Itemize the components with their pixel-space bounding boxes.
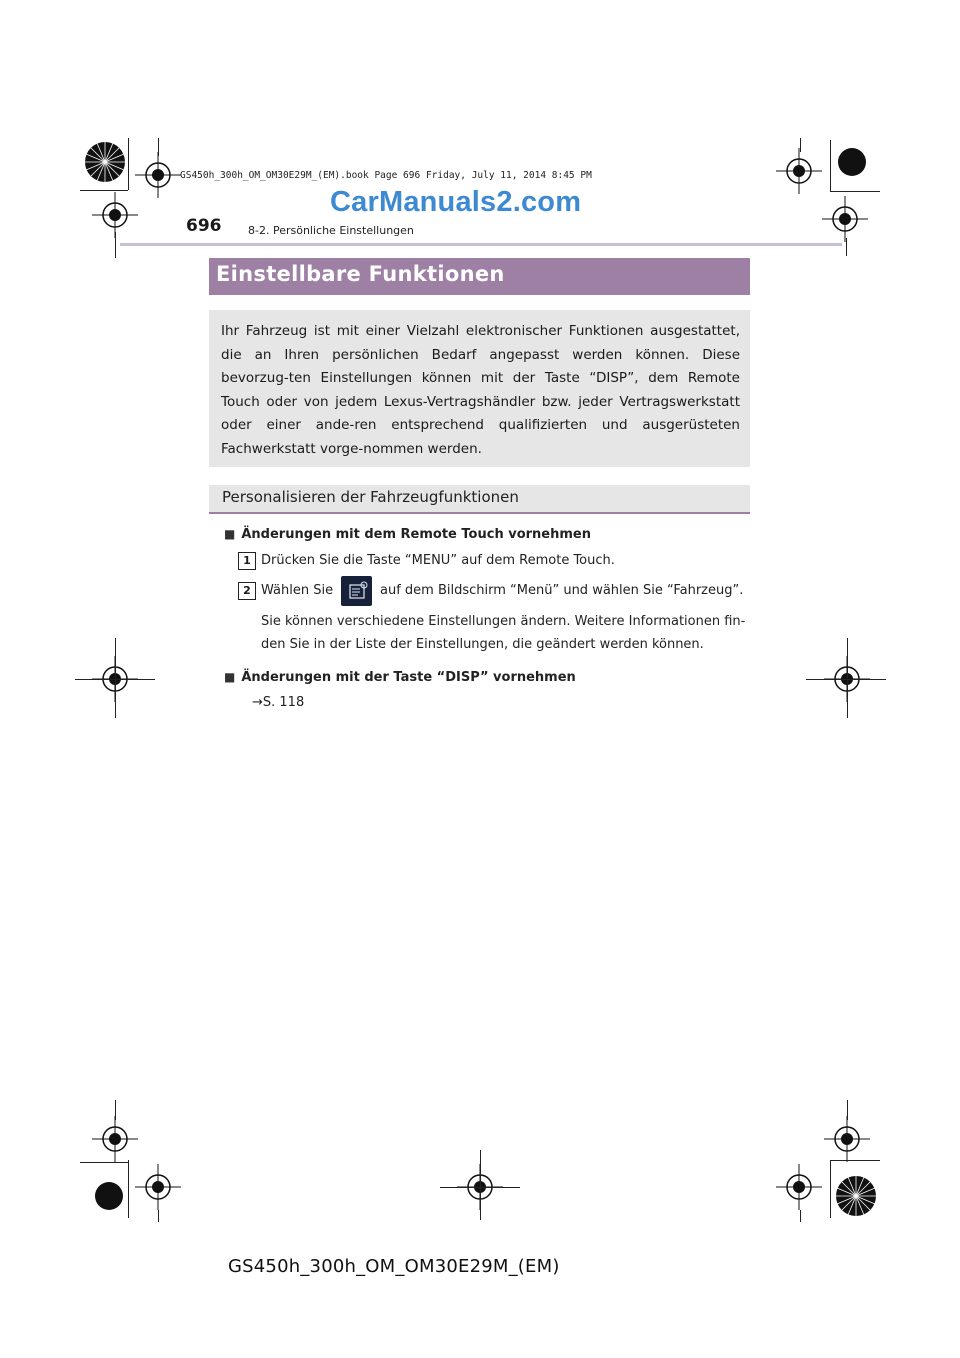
item-heading-text: Änderungen mit dem Remote Touch vornehmen [241,527,591,542]
registration-mark-icon [836,146,868,178]
file-header: GS450h_300h_OM_OM30E29M_(EM).book Page 696 Friday, July 11, 2014 8:45 PM [180,170,592,181]
item-heading-text: Änderungen mit der Taste “DISP” vornehmen [241,670,576,685]
bullet-icon: ■ [224,527,236,541]
step-number: 2 [238,582,256,600]
registration-mark-icon [824,1116,870,1162]
bullet-icon: ■ [224,670,236,684]
settings-menu-icon [341,576,372,606]
step-number: 1 [238,552,256,570]
item-heading-disp [224,666,576,685]
footer-code: GS450h_300h_OM_OM30E29M_(EM) [228,1256,560,1277]
page-title: Einstellbare Funktionen [216,262,505,286]
header-rule [120,243,842,246]
step-text: Wählen Sie [261,583,334,598]
note-text [261,610,761,656]
section-label: 8-2. Persönliche Einstellungen [248,224,414,237]
item-heading-remote-touch [224,523,591,542]
step-text: Drücken Sie die Taste “MENU” auf dem Remote Touch. [261,553,615,568]
registration-mark-icon [83,140,127,184]
registration-mark-icon [93,1180,125,1212]
intro-text: Ihr Fahrzeug ist mit einer Vielzahl elektronischer Funktionen ausgestattet, die an Ihren persönlichen Bedarf angepasst werden können. Diese bevorzug-ten Einstellungen können mit der Taste “DISP”, dem Remote Touch oder von jedem Lexus-Vertragshändler bzw. jeder Vertragswerkstatt oder einer ande-ren entsprechend qualifizierten und ausgerüsteten Fachwerkstatt vorge-nommen werden. [221,323,740,457]
registration-mark-icon [92,1116,138,1162]
page-number: 696 [186,216,222,236]
registration-mark-icon [135,1164,181,1210]
subsection-title: Personalisieren der Fahrzeugfunktionen [222,488,519,506]
watermark: CarManuals2.com [330,186,582,218]
registration-mark-icon [776,148,822,194]
registration-mark-icon [135,152,181,198]
step-text: auf dem Bildschirm “Menü” und wählen Sie “Fahrzeug”. [380,583,744,598]
page-reference-link[interactable]: →S. 118 [252,695,305,710]
registration-mark-icon [834,1174,878,1218]
registration-mark-icon [822,196,868,242]
note-line: den Sie in der Liste der Einstellungen, die geändert werden können. [261,637,704,652]
registration-mark-icon [776,1164,822,1210]
note-line: Sie können verschiedene Einstellungen ändern. Weitere Informationen fin- [261,614,746,629]
